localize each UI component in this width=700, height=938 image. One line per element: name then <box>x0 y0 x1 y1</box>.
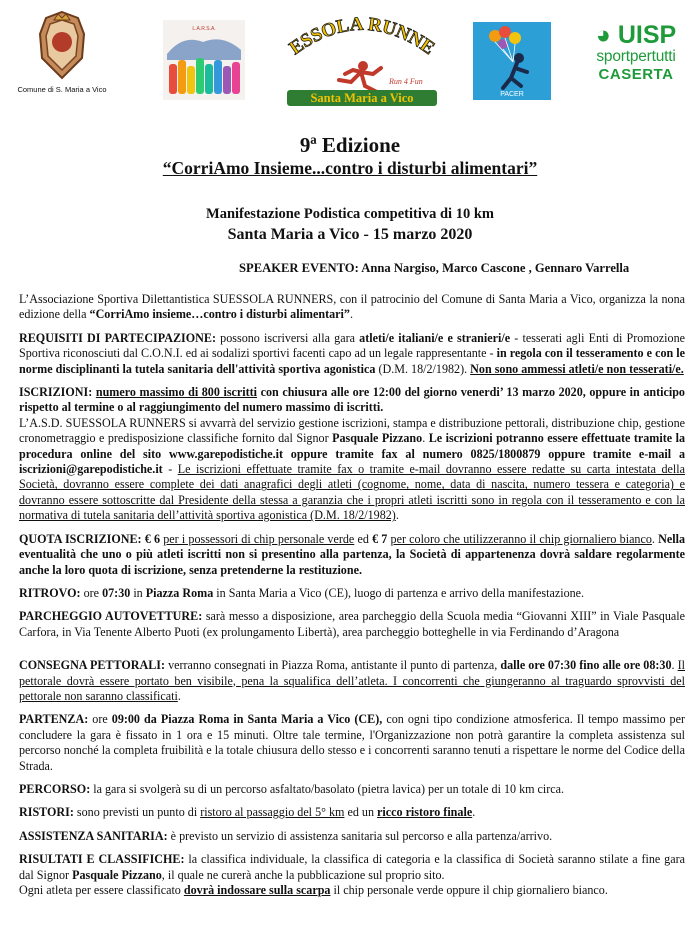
uisp-logo <box>580 22 692 102</box>
suessola-top-text: ESSOLA RUNNE <box>285 13 439 60</box>
percorso-section: PERCORSO: la gara si svolgerà su di un percorso asfaltato/basolato (pietra lavica) per un totale di 10 km circa. <box>19 781 565 796</box>
risultati-label: RISULTATI E CLASSIFICHE: <box>19 852 185 867</box>
suessola-bottom-text: Santa Maria a Vico <box>310 91 414 105</box>
uisp-line3: CASERTA <box>598 66 674 83</box>
ritrovo-section: RITROVO: ore 07:30 in Piazza Roma in Santa Maria a Vico (CE), luogo di partenza e arrivo della manifestazione. <box>19 585 585 600</box>
assistenza-section: ASSISTENZA SANITARIA: è previsto un servizio di assistenza sanitaria sul percorso e alla partenza/arrivo. <box>19 828 553 843</box>
iscrizioni-label: ISCRIZIONI: <box>19 385 93 400</box>
regulation-body <box>19 292 685 906</box>
iscrizioni-section: ISCRIZIONI: numero massimo di 800 iscritti con chiusura alle ore 12:00 del giorno venerdi’ 13 marzo 2020, oppure in anticipo rispetto al termine o al raggiungimento del numero massimo di iscritti. L’A.S.D. SUESSOLA RUNNERS si avvarrà del servizio gestione iscrizioni, stampa e distribuzione pettorali, distribuzione chip, gestione cronometraggio e predisposizione classifiche fornito dal Signor Pasquale Pizzano. Le iscrizioni potranno essere effettuate tramite la procedura online del sito www.garepodistiche.it oppure tramite fax al numero 0825/1800879 oppure tramite e-mail a iscrizioni@garepodistiche.it - Le iscrizioni effettuate tramite fax o tramite e-mail dovranno essere redatte su carta intestata della Società, dovranno essere complete dei dati anagrafici degli atleti (cognome, nome, data di nascita, numero tessera e categoria) e dovranno essere sottoscritte dal Presidente della stessa a garanzia che i propri atleti iscritti sono in regola con il tesseramento e con la normativa di tutela sanitaria dell’attività sportiva agonistica (D.M. 18/2/1982). <box>19 385 686 523</box>
quota-label: QUOTA ISCRIZIONE: € 6 <box>19 531 161 546</box>
comune-caption: Comune di S. Maria a Vico <box>17 85 107 94</box>
ritrovo-label: RITROVO: <box>19 585 81 600</box>
assistenza-label: ASSISTENZA SANITARIA: <box>19 828 168 843</box>
requisiti-section: REQUISITI DI PARTECIPAZIONE: possono iscriversi alla gara atleti/e italiani/e e stranieri/e - tesserati agli Enti di Promozione Sportiva riconosciuti dal C.O.N.I. ed ai sodalizi sportivi facenti capo ad un legale rappresentante - in regola con il tesseramento e con le norme disciplinanti la tutela sanitaria dell'attività sportiva agonistica (D.M. 18/2/1982). Non sono ammessi atleti/e non tesserati/e. <box>19 330 685 376</box>
uisp-swirl-icon: ◕ <box>595 21 611 49</box>
pacer-logo <box>473 22 551 100</box>
comune-logo <box>12 10 112 94</box>
intro-paragraph: L’Associazione Sportiva Dilettantistica SUESSOLA RUNNERS, con il patrocinio del Comune di Santa Maria a Vico, organizza la nona edizione della “CorriAmo insieme…contro i disturbi alimentari”. <box>19 292 685 322</box>
ristori-label: RISTORI: <box>19 805 74 820</box>
runner-icon <box>281 12 443 108</box>
percorso-label: PERCORSO: <box>19 781 91 796</box>
consegna-section: CONSEGNA PETTORALI: verranno consegnati in Piazza Roma, antistante il punto di partenza, dalle ore 07:30 fino alle ore 08:30. Il pettorale dovrà essere portato ben visibile, pena la squalifica dell’atleta. I concorrenti che giungeranno al traguardo sprovvisti del pettorale non saranno classificati. <box>19 658 686 703</box>
event-subtitle: “CorriAmo Insieme...contro i disturbi alimentari” <box>162 158 538 178</box>
event-type: Manifestazione Podistica competitiva di 10 km <box>206 206 494 222</box>
pacer-balloon-icon <box>473 22 551 100</box>
event-date: Santa Maria a Vico - 15 marzo 2020 <box>227 226 473 243</box>
uisp-name: ◕ UISP <box>595 21 677 49</box>
speaker-names: Anna Nargiso, Marco Cascone , Gennaro Varrella <box>361 261 630 275</box>
risultati-section: RISULTATI E CLASSIFICHE: la classifica individuale, la classifica di categoria e la classifica di Società saranno stilate a fine gara dal Signor Pasquale Pizzano, il quale ne curerà anche la pubblicazione sul proprio sito. Ogni atleta per essere classificato dovrà indossare sulla scarpa il chip personale verde oppure il chip giornaliero bianco. <box>19 852 685 897</box>
hands-text: L.A.R.S.A. <box>192 26 216 32</box>
requisiti-label: REQUISITI DI PARTECIPAZIONE: <box>19 330 216 345</box>
logo-bar <box>0 0 700 118</box>
edition-title: 9ª Edizione <box>299 133 401 157</box>
comune-crest-icon <box>32 10 92 82</box>
partenza-section: PARTENZA: ore 09:00 da Piazza Roma in Santa Maria a Vico (CE), con ogni tipo condizione atmosferica. Il tempo massimo per concludere la gara è fissato in 1 ora e 15 minuti. Oltre tale termine, l'Organizzazione non potrà garantire la completa assistenza sul percorso nonché la completa fruibilità e la totale chiusura dello stesso e i concorrenti saranno tenuti a rispettare le norme del Codice della Strada. <box>19 712 685 773</box>
uisp-line2: sportpertutti <box>596 48 676 65</box>
consegna-label: CONSEGNA PETTORALI: <box>19 658 165 673</box>
hands-logo <box>163 20 245 100</box>
quota-section: QUOTA ISCRIZIONE: € 6 per i possessori di chip personale verde ed € 7 per coloro che utilizzeranno il chip giornaliero bianco. Nella eventualità che uno o più atleti iscritti non si presentino alla partenza, la Società di appartenenza dovrà saldare regolarmente anche la loro quota di iscrizione, senza pretenderne la restituzione. <box>19 531 685 577</box>
parcheggio-label: PARCHEGGIO AUTOVETTURE: <box>19 609 203 624</box>
ristori-section: RISTORI: sono previsti un punto di ristoro al passaggio del 5° km ed un ricco ristoro finale. <box>19 805 476 820</box>
parcheggio-section: PARCHEGGIO AUTOVETTURE: sarà messo a disposizione, area parcheggio della Scuola media “Giovanni XIII” in Viale Pasquale Carfora, in Via Tenente Alberto Puoti (ex prolungamento Libertà), area parcheggio botteghelle in via Ferdinando d’Aragona <box>19 609 685 639</box>
pacer-label: PACER <box>500 91 524 98</box>
suessola-runners-logo <box>281 12 443 108</box>
colorful-hands-icon <box>163 20 245 100</box>
partenza-label: PARTENZA: <box>19 712 89 727</box>
suessola-tag: Run 4 Fun <box>389 77 423 86</box>
speaker-line <box>239 261 629 276</box>
speaker-label: SPEAKER EVENTO: <box>239 261 359 275</box>
